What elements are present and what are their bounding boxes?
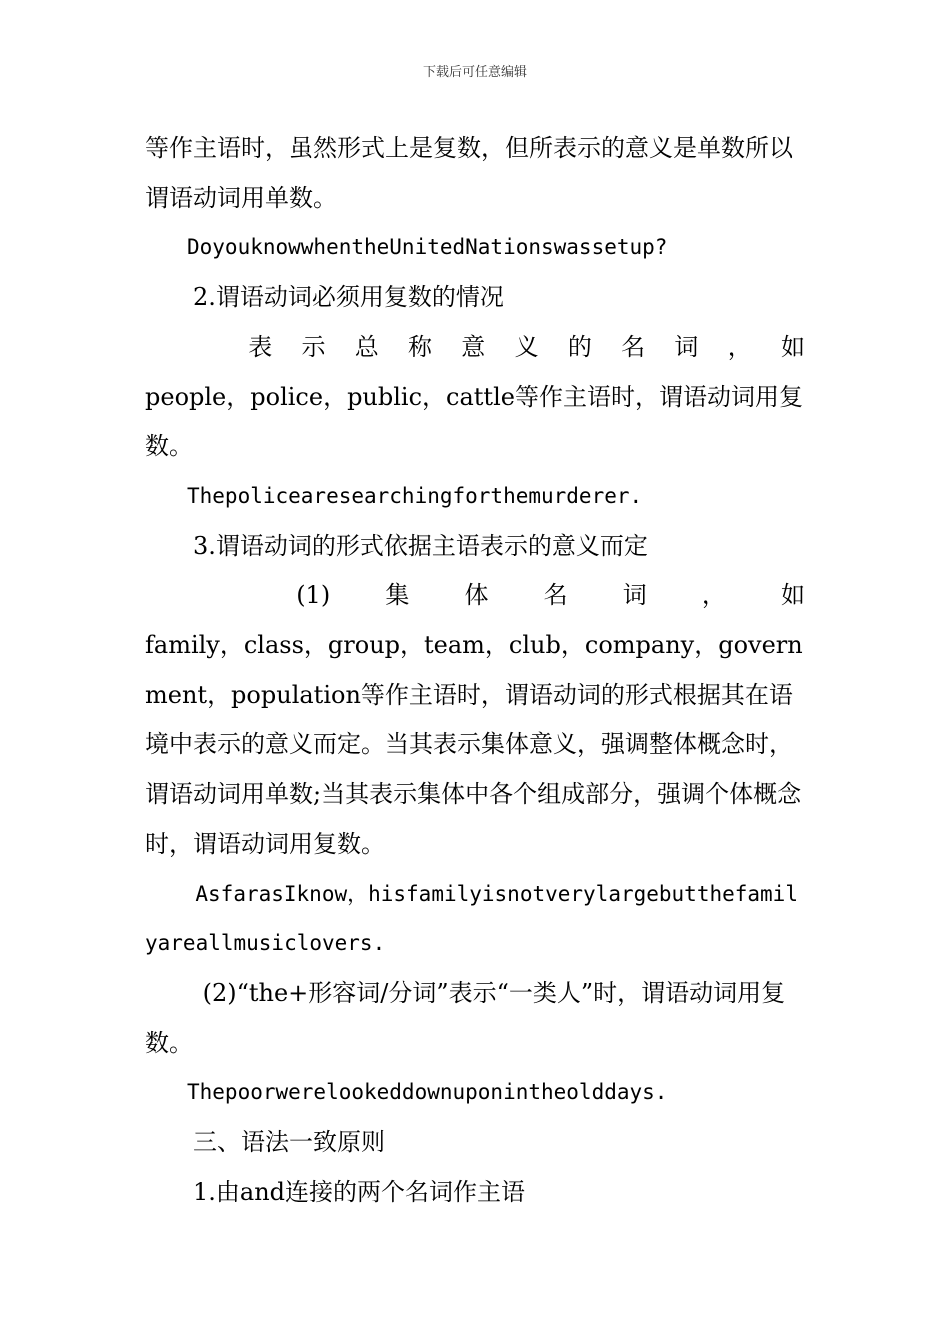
example-sentence-police: Thepolicearesearchingforthemurderer.: [187, 483, 643, 508]
paragraph-collective-meaning-intro: 表示总称意义的名词，如: [248, 332, 805, 361]
section-heading-and-subjects: 1.由and连接的两个名词作主语: [193, 1177, 526, 1206]
section-heading-grammar-concord: 三、语法一致原则: [193, 1128, 385, 1157]
paragraph-singular-meaning: 等作主语时，虽然形式上是复数，但所表示的意义是单数所以谓语动词用单数。: [145, 134, 793, 212]
section-heading-meaning-based: 3.谓语动词的形式依据主语表示的意义而定: [193, 531, 648, 560]
paragraph-collective-meaning: people，police，public，cattle等作主语时，谓语动词用复数。: [145, 382, 803, 461]
example-sentence-poor: Thepoorwerelookeddownuponintheolddays.: [187, 1080, 668, 1105]
document-body: [145, 124, 805, 1217]
page-header: 下载后可任意编辑: [422, 65, 527, 80]
example-sentence-un: DoyouknowwhentheUnitedNationswassetup?: [187, 235, 668, 260]
paragraph-the-adjective: (2)“the+形容词/分词”表示“一类人”时，谓语动词用复数。: [145, 978, 786, 1057]
section-heading-plural-verbs: 2.谓语动词必须用复数的情况: [193, 283, 504, 312]
example-sentence-family: AsfarasIknow，hisfamilyisnotverylargebutthefamilyareallmusiclovers.: [145, 881, 798, 956]
paragraph-group-nouns: family，class，group，team，club，company，government，population等作主语时，谓语动词的形式根据其在语境中表示的意义而定。当其表示集体意义，强调整体概念时，谓语动词用单数;当其表示集体中各个组成部分，强调个体概念时，谓语动词用复数。: [145, 631, 803, 858]
paragraph-group-nouns-intro: (1)集体名词，如: [296, 581, 805, 610]
